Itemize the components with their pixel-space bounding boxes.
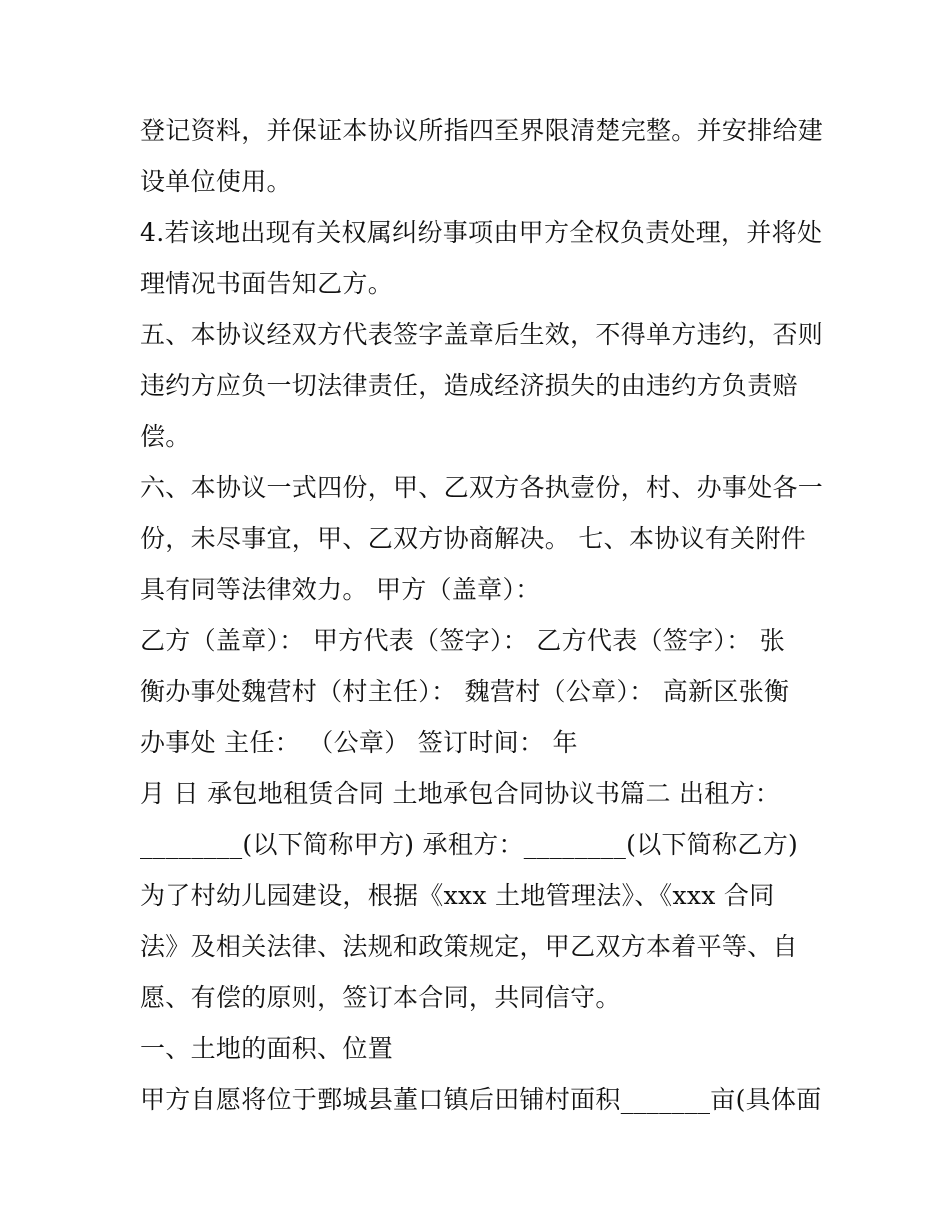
text-line: 甲方自愿将位于鄄城县董口镇后田铺村面积_______亩(具体面 [140, 1085, 822, 1114]
text-line: 办事处 主任： （公章） 签订时间： 年 [140, 728, 578, 757]
text-line: 偿。 [140, 422, 191, 451]
text-line: 设单位使用。 [140, 167, 292, 196]
text-line: 乙方（盖章）： 甲方代表（签字）： 乙方代表（签字）： 张 [140, 626, 786, 655]
text-line: 衡办事处魏营村（村主任）： 魏营村（公章）： 高新区张衡 [140, 677, 790, 706]
text-line: 法》及相关法律、法规和政策规定，甲乙双方本着平等、自 [140, 932, 798, 961]
text-line: 五、本协议经双方代表签字盖章后生效，不得单方违约，否则 [140, 320, 824, 349]
text-line: 份，未尽事宜，甲、乙双方协商解决。 七、本协议有关附件 [140, 524, 807, 553]
text-line: 具有同等法律效力。 甲方（盖章）： [140, 575, 541, 604]
text-line: 愿、有偿的原则，签订本合同，共同信守。 [140, 983, 621, 1012]
text-line: 违约方应负一切法律责任，造成经济损失的由违约方负责赔 [140, 371, 798, 400]
text-line: 4.若该地出现有关权属纠纷事项由甲方全权负责处理，并将处 [140, 218, 823, 247]
text-line: 为了村幼儿园建设，根据《xxx 土地管理法》、《xxx 合同 [140, 881, 775, 910]
section-heading: 一、土地的面积、位置 [140, 1034, 394, 1063]
text-line: 月 日 承包地租赁合同 土地承包合同协议书篇二 出租方： [140, 779, 781, 808]
document-body [140, 105, 824, 1125]
text-line: 六、本协议一式四份，甲、乙双方各执壹份，村、办事处各一 [140, 473, 824, 502]
text-line: ________(以下简称甲方) 承租方：________(以下简称乙方) [140, 830, 799, 859]
text-line: 理情况书面告知乙方。 [140, 269, 394, 298]
text-line: 登记资料，并保证本协议所指四至界限清楚完整。并安排给建 [140, 116, 824, 145]
